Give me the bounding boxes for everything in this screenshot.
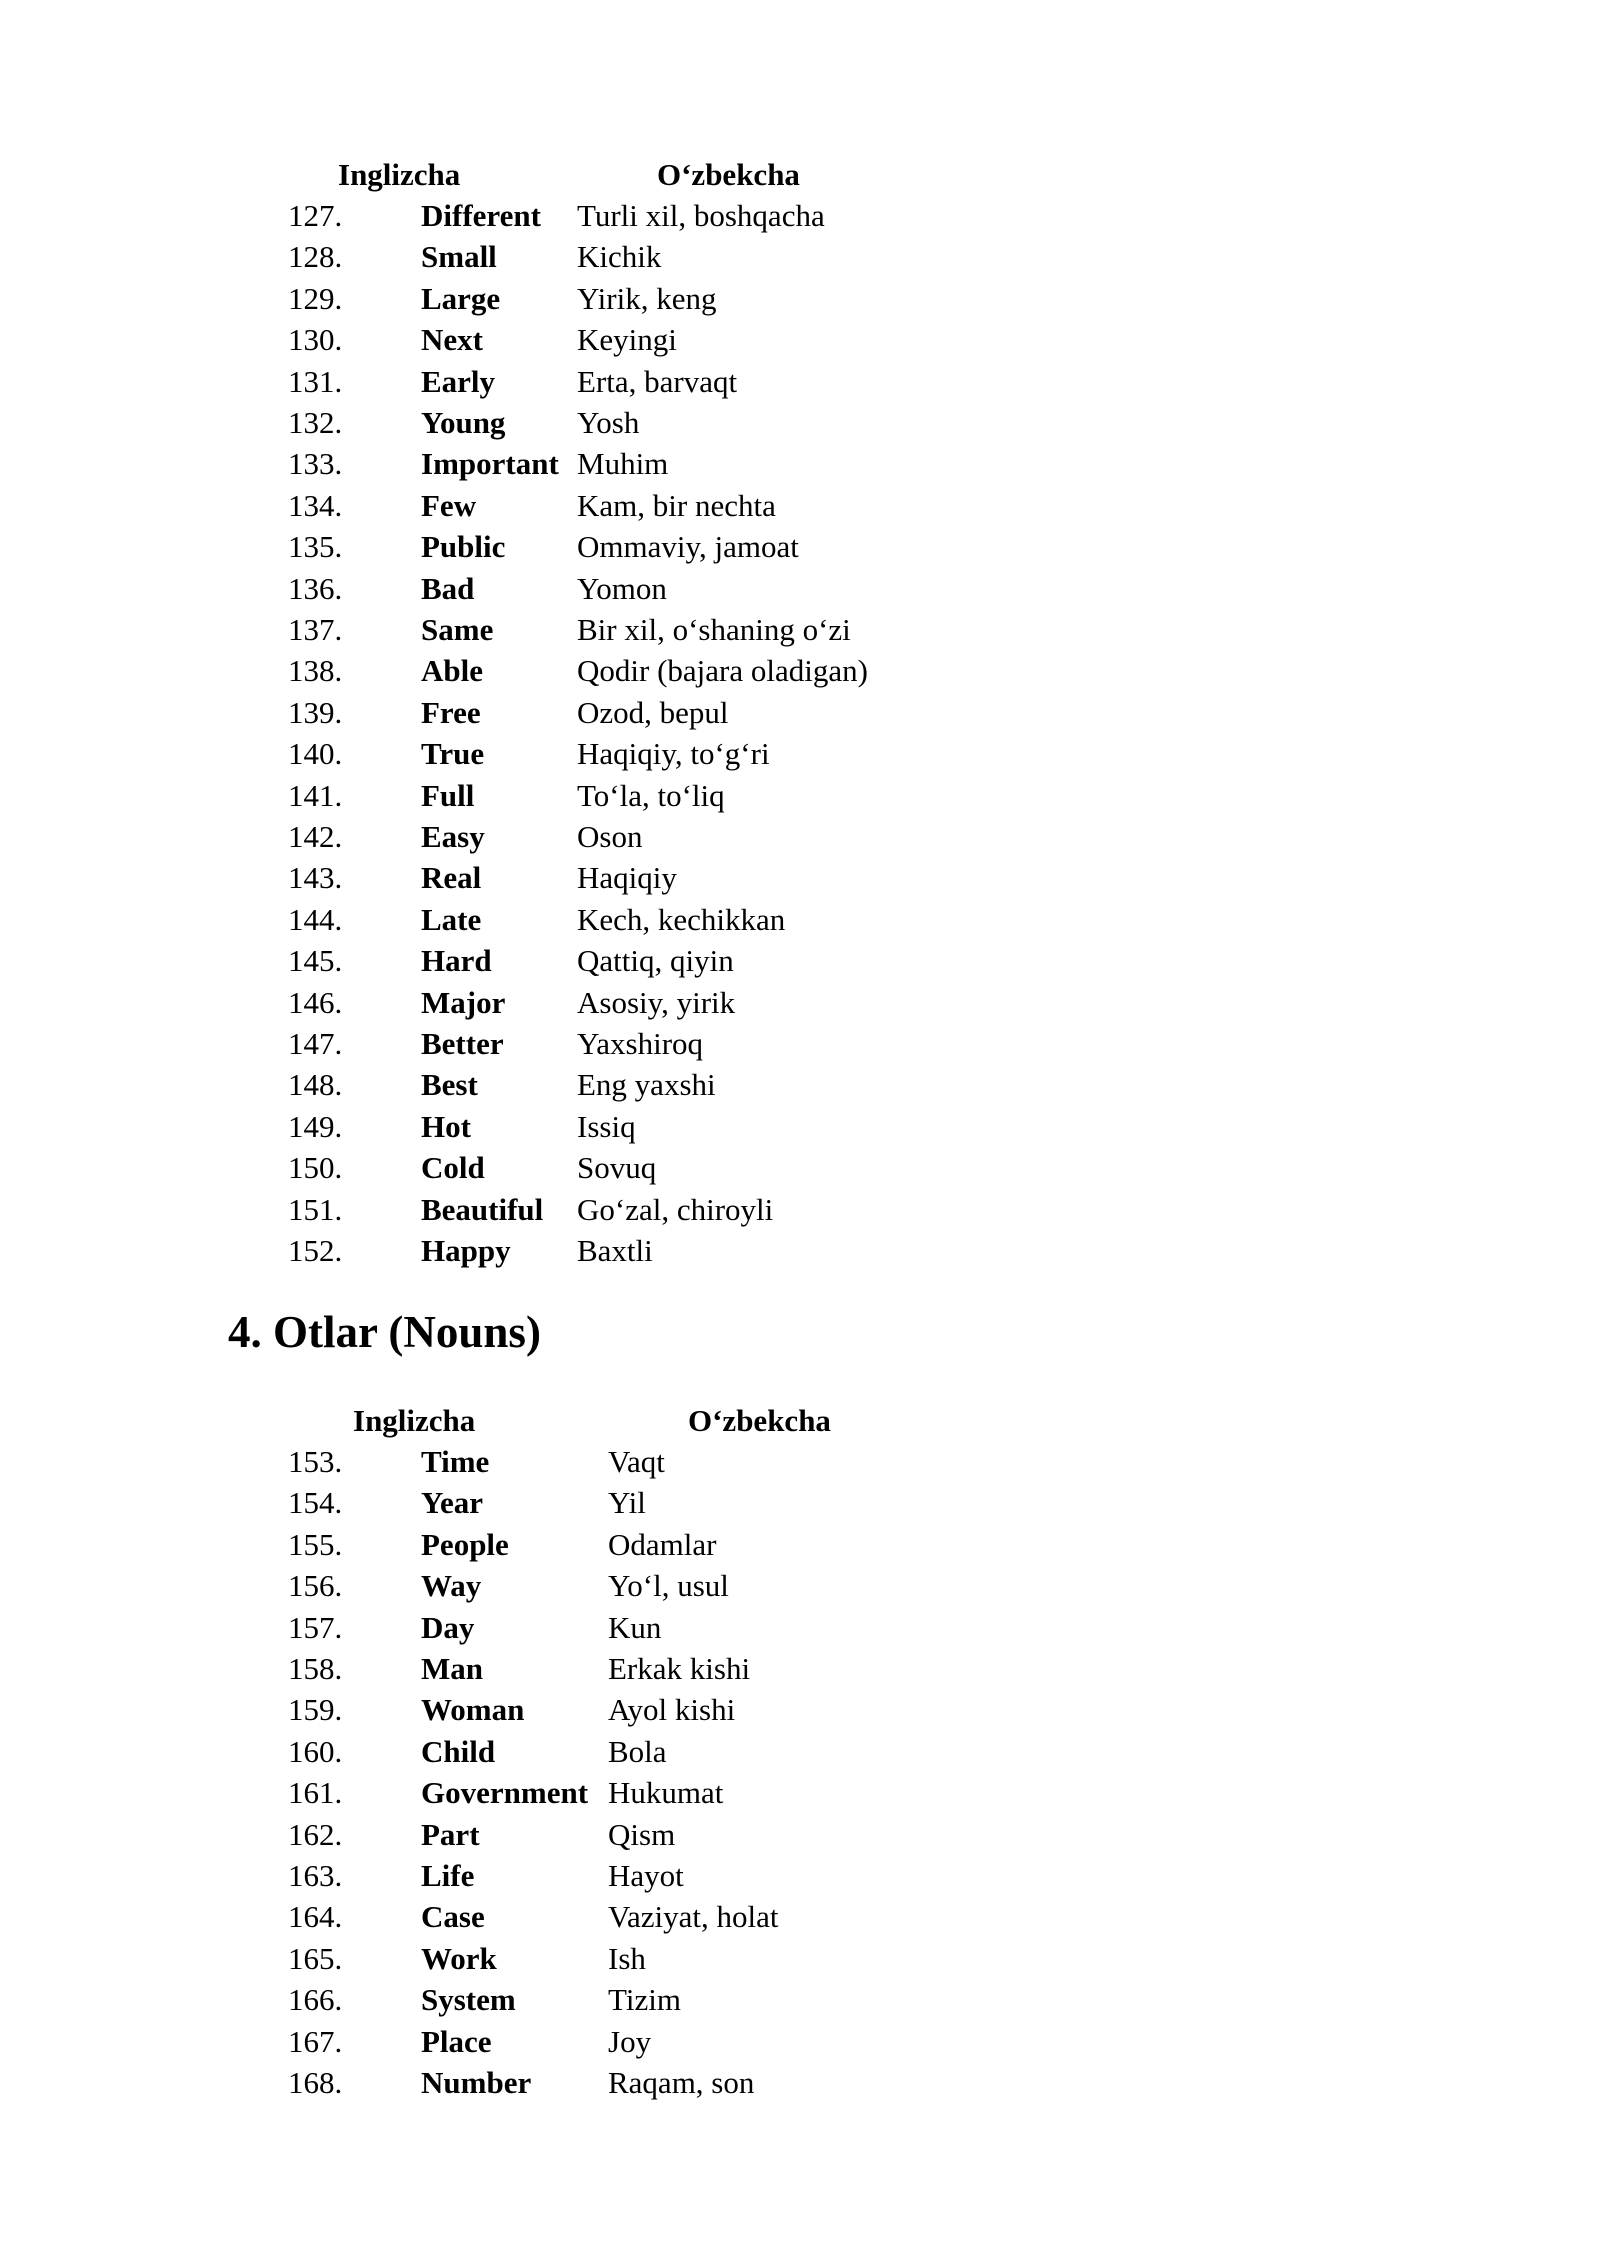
english-word: Part (421, 1816, 480, 1852)
table-row (0, 857, 1600, 898)
table-row (0, 1023, 1600, 1064)
row-number: 129. (288, 280, 343, 316)
english-word: Real (421, 860, 482, 896)
uzbek-translation: Odamlar (608, 1526, 717, 1562)
english-word: Man (421, 1651, 483, 1686)
row-number: 168. (288, 2065, 343, 2100)
row-number: 159. (288, 1692, 343, 1728)
uzbek-translation: Keyingi (577, 322, 677, 358)
english-word: Best (421, 1067, 478, 1103)
uzbek-translation: Baxtli (577, 1233, 653, 1268)
table-row (0, 1814, 1600, 1855)
uzbek-translation: Asosiy, yirik (577, 984, 736, 1020)
table-row (0, 526, 1600, 567)
english-word: Hot (421, 1108, 471, 1144)
english-word: Case (421, 1899, 485, 1935)
uzbek-translation: Yirik, keng (577, 280, 717, 316)
column-header-uzbek: O‘zbekcha (657, 157, 800, 192)
english-word: Full (421, 777, 475, 813)
english-word: Better (421, 1026, 504, 1061)
table-row (0, 1855, 1600, 1896)
table-row (0, 485, 1600, 526)
row-number: 166. (288, 1982, 343, 2018)
uzbek-translation: Yosh (577, 405, 640, 440)
section-heading-nouns: 4. Otlar (Nouns) (228, 1307, 541, 1357)
row-number: 140. (288, 736, 343, 772)
uzbek-translation: Ayol kishi (608, 1692, 736, 1728)
uzbek-translation: Yaxshiroq (577, 1026, 704, 1061)
uzbek-translation: Oson (577, 819, 643, 854)
row-number: 142. (288, 819, 343, 854)
uzbek-translation: Turli xil, boshqacha (577, 198, 825, 233)
row-number: 146. (288, 984, 343, 1020)
row-number: 137. (288, 612, 343, 647)
table-row (0, 195, 1600, 236)
row-number: 156. (288, 1568, 343, 1604)
row-number: 154. (288, 1485, 343, 1521)
english-word: People (421, 1526, 509, 1562)
table-row (0, 1147, 1600, 1188)
english-word: Able (421, 653, 483, 689)
table-row (0, 1648, 1600, 1689)
row-number: 134. (288, 487, 343, 523)
table-row (0, 236, 1600, 277)
uzbek-translation: Ozod, bepul (577, 694, 729, 730)
english-word: Major (421, 984, 506, 1020)
english-word: Day (421, 1609, 475, 1645)
table-row (0, 1565, 1600, 1606)
uzbek-translation: Bir xil, o‘shaning o‘zi (577, 612, 851, 647)
table-row (0, 1064, 1600, 1105)
row-number: 151. (288, 1191, 343, 1227)
row-number: 152. (288, 1233, 343, 1268)
table-row (0, 1896, 1600, 1937)
row-number: 143. (288, 860, 343, 896)
row-number: 150. (288, 1150, 343, 1186)
english-word: Public (421, 529, 506, 565)
row-number: 165. (288, 1940, 343, 1976)
english-word: Late (421, 901, 482, 937)
row-number: 158. (288, 1651, 343, 1686)
row-number: 135. (288, 529, 343, 565)
uzbek-translation: Qodir (bajara oladigan) (577, 653, 868, 689)
table-row (0, 1482, 1600, 1523)
row-number: 167. (288, 2023, 343, 2059)
uzbek-translation: Hayot (608, 1858, 684, 1893)
row-number: 127. (288, 198, 343, 233)
table-row (0, 2062, 1600, 2103)
uzbek-translation: Bola (608, 1733, 667, 1769)
row-number: 164. (288, 1899, 343, 1935)
column-header-english: Inglizcha (338, 157, 461, 192)
uzbek-translation: Haqiqiy, to‘g‘ri (577, 736, 770, 772)
table-row (0, 1772, 1600, 1813)
row-number: 131. (288, 363, 343, 399)
table-row (0, 1189, 1600, 1230)
table-row (0, 940, 1600, 981)
english-word: Bad (421, 570, 475, 606)
english-word: Happy (421, 1233, 511, 1268)
row-number: 144. (288, 901, 343, 937)
uzbek-translation: Kam, bir nechta (577, 487, 776, 523)
english-word: Time (421, 1444, 490, 1479)
uzbek-translation: Kun (608, 1609, 662, 1645)
english-word: Cold (421, 1150, 485, 1186)
row-number: 136. (288, 570, 343, 606)
uzbek-translation: Eng yaxshi (577, 1067, 716, 1103)
uzbek-translation: To‘la, to‘liq (577, 777, 725, 813)
english-word: Way (421, 1568, 482, 1604)
uzbek-translation: Go‘zal, chiroyli (577, 1191, 774, 1227)
table-row (0, 650, 1600, 691)
english-word: Large (421, 280, 501, 316)
row-number: 155. (288, 1526, 343, 1562)
table-row (0, 1938, 1600, 1979)
table-row (0, 1441, 1600, 1482)
row-number: 145. (288, 943, 343, 979)
row-number: 147. (288, 1026, 343, 1061)
row-number: 139. (288, 694, 343, 730)
table-row (0, 1106, 1600, 1147)
uzbek-translation: Erta, barvaqt (577, 363, 738, 399)
table-row (0, 1731, 1600, 1772)
english-word: System (421, 1982, 516, 2018)
row-number: 138. (288, 653, 343, 689)
table-row (0, 1230, 1600, 1271)
english-word: Small (421, 239, 497, 275)
uzbek-translation: Kichik (577, 239, 662, 275)
table-row (0, 1979, 1600, 2020)
uzbek-translation: Yil (608, 1485, 646, 1521)
table-row (0, 982, 1600, 1023)
row-number: 128. (288, 239, 343, 275)
english-word: Place (421, 2023, 492, 2059)
english-word: Important (421, 446, 559, 482)
uzbek-translation: Haqiqiy (577, 860, 677, 896)
table-row (0, 2021, 1600, 2062)
uzbek-translation: Raqam, son (608, 2065, 755, 2100)
english-word: Few (421, 487, 477, 523)
english-word: Same (421, 612, 494, 647)
table-row (0, 775, 1600, 816)
row-number: 133. (288, 446, 343, 482)
row-number: 157. (288, 1609, 343, 1645)
column-header-english: Inglizcha (353, 1403, 476, 1438)
uzbek-translation: Vaziyat, holat (608, 1899, 779, 1935)
english-word: True (421, 736, 485, 772)
table-row (0, 1689, 1600, 1730)
row-number: 141. (288, 777, 343, 813)
row-number: 153. (288, 1444, 343, 1479)
english-word: Child (421, 1733, 496, 1769)
uzbek-translation: Ish (608, 1940, 646, 1976)
english-word: Next (421, 322, 483, 358)
uzbek-translation: Yomon (577, 570, 667, 606)
table-row (0, 899, 1600, 940)
english-word: Beautiful (421, 1191, 544, 1227)
uzbek-translation: Vaqt (608, 1444, 665, 1479)
row-number: 130. (288, 322, 343, 358)
uzbek-translation: Issiq (577, 1108, 636, 1144)
english-word: Young (421, 405, 506, 440)
english-word: Woman (421, 1692, 525, 1728)
row-number: 148. (288, 1067, 343, 1103)
table-row (0, 609, 1600, 650)
table-row (0, 816, 1600, 857)
column-header-uzbek: O‘zbekcha (688, 1403, 831, 1438)
uzbek-translation: Qattiq, qiyin (577, 943, 734, 979)
uzbek-translation: Ommaviy, jamoat (577, 529, 799, 565)
row-number: 132. (288, 405, 343, 440)
table-row (0, 443, 1600, 484)
table-row (0, 278, 1600, 319)
row-number: 163. (288, 1858, 343, 1893)
table-row (0, 361, 1600, 402)
table-row (0, 568, 1600, 609)
row-number: 162. (288, 1816, 343, 1852)
english-word: Life (421, 1858, 475, 1893)
english-word: Hard (421, 943, 492, 979)
uzbek-translation: Joy (608, 2023, 652, 2059)
uzbek-translation: Erkak kishi (608, 1651, 751, 1686)
uzbek-translation: Qism (608, 1816, 676, 1852)
uzbek-translation: Hukumat (608, 1775, 724, 1811)
english-word: Free (421, 694, 481, 730)
row-number: 149. (288, 1108, 343, 1144)
english-word: Easy (421, 819, 485, 854)
english-word: Early (421, 363, 496, 399)
table-row (0, 1524, 1600, 1565)
table-row (0, 1607, 1600, 1648)
row-number: 160. (288, 1733, 343, 1769)
table-row (0, 402, 1600, 443)
table-row (0, 692, 1600, 733)
english-word: Work (421, 1940, 497, 1976)
uzbek-translation: Tizim (608, 1982, 681, 2018)
english-word: Number (421, 2065, 532, 2100)
english-word: Government (421, 1775, 589, 1811)
uzbek-translation: Muhim (577, 446, 669, 482)
uzbek-translation: Kech, kechikkan (577, 901, 786, 937)
english-word: Year (421, 1485, 483, 1521)
uzbek-translation: Sovuq (577, 1150, 657, 1186)
row-number: 161. (288, 1775, 343, 1811)
table-row (0, 319, 1600, 360)
table-row (0, 733, 1600, 774)
english-word: Different (421, 198, 541, 233)
uzbek-translation: Yo‘l, usul (608, 1568, 729, 1604)
